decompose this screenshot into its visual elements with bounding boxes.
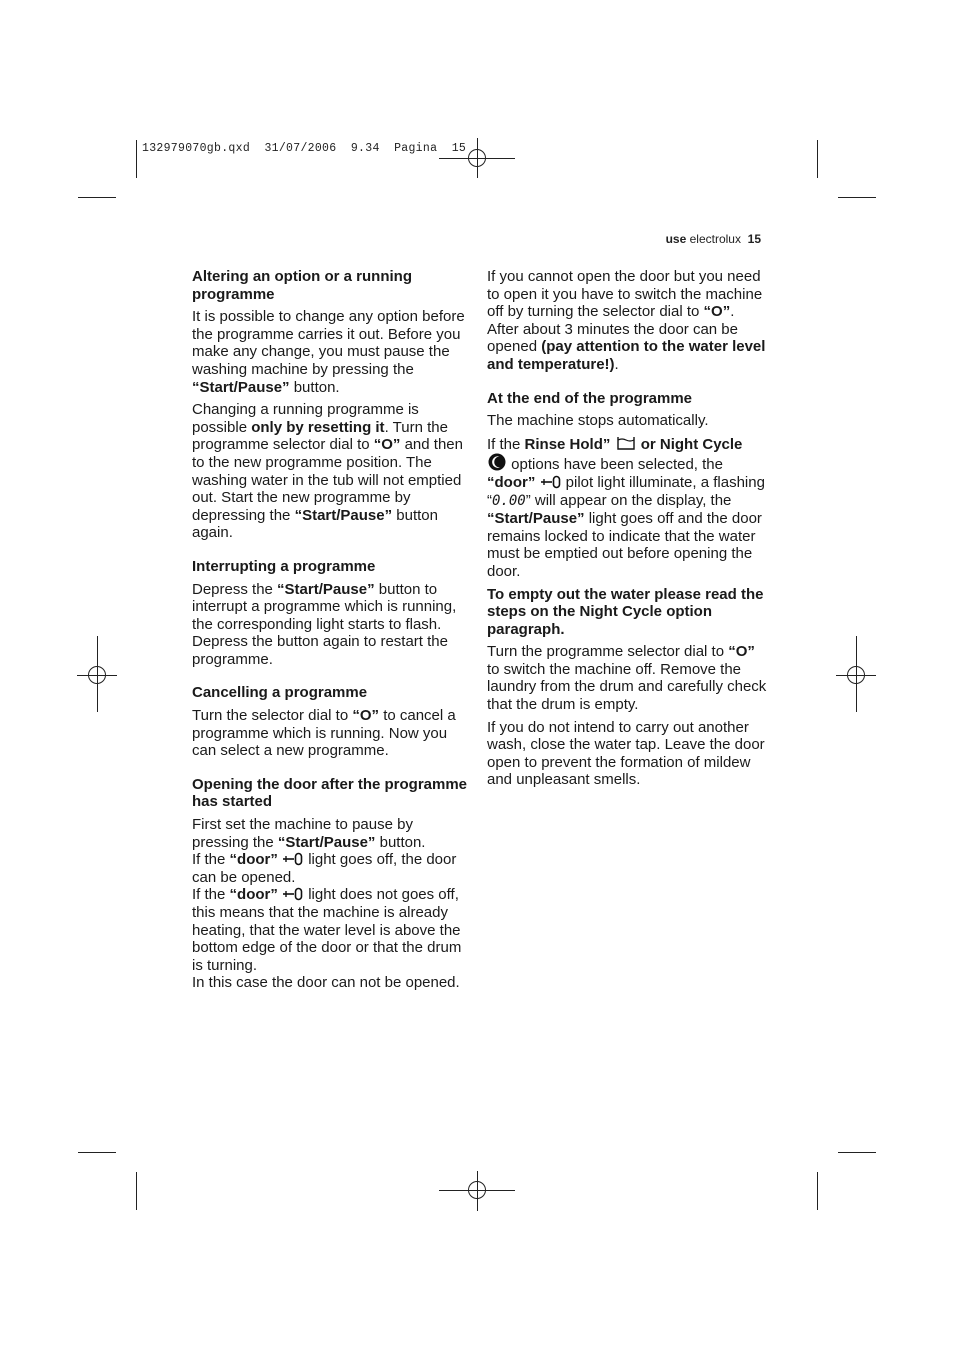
door-lock-icon (282, 887, 304, 901)
slug-page-word: Pagina (394, 142, 438, 155)
slug-date: 31/07/2006 (264, 142, 337, 155)
heading-altering: Altering an option or a running programme (192, 268, 412, 303)
heading-interrupting: Interrupting a programme (192, 557, 376, 575)
paragraph-empty-water: To empty out the water please read the steps on the Night Cycle option paragraph. (487, 585, 764, 638)
crop-mark (838, 197, 876, 198)
left-column (192, 268, 470, 997)
paragraph-rinse-hold: If the Rinse Hold” or Night Cycle options have been selected, the “door” pilot light illuminate, a flashing “0.00” will appear on the display, the “Start/Pause” light goes off and the door remains locked to indicate that the water must be emptied out before opening the door. (487, 435, 765, 580)
print-slug (142, 142, 466, 155)
door-lock-icon (282, 852, 304, 866)
crop-mark (817, 140, 818, 178)
crop-mark (78, 197, 116, 198)
paragraph-altering-1: It is possible to change any option before the programme carries it out. Before you make any change, you must pause the washing machine by pressing the “Start/Pause” button. (192, 308, 465, 396)
slug-file: 132979070gb.qxd (142, 142, 251, 155)
crop-mark (136, 140, 137, 178)
header-page-number: 15 (747, 232, 761, 246)
paragraph-close-tap: If you do not intend to carry out another wash, close the water tap. Leave the door open to prevent the formation of mildew and unpleasant smells. (487, 718, 765, 789)
slug-time: 9.34 (350, 142, 380, 155)
door-lock-icon (540, 475, 562, 489)
crop-mark (838, 1152, 876, 1153)
rinse-hold-icon (615, 435, 637, 451)
crop-mark (78, 1152, 116, 1153)
crop-mark (136, 1172, 137, 1210)
paragraph-stops: The machine stops automatically. (487, 412, 709, 430)
paragraph-switch-off: Turn the programme selector dial to “O” to switch the machine off. Remove the laundry from the drum and carefully check that the drum is empty. (487, 643, 767, 714)
heading-cancelling: Cancelling a programme (192, 684, 368, 702)
right-column (487, 268, 767, 794)
display-digits: 0.00 (492, 492, 526, 509)
header-brand: electrolux (689, 232, 741, 246)
paragraph-cancelling: Turn the selector dial to “O” to cancel a programme which is running. Now you can select a new programme. (192, 707, 456, 760)
slug-page-no: 15 (451, 142, 467, 155)
paragraph-opening-door: First set the machine to pause by pressing the “Start/Pause” button. If the “door” light goes off, the door can be opened. If the “door” light does not goes off, this means that the machine is already heating, that the water level is above the bottom edge of the door or that the drum is turning. In this case the door can not be opened. (192, 816, 462, 992)
night-cycle-icon (487, 453, 507, 471)
paragraph-altering-2: Changing a running programme is possible only by resetting it. Turn the programme selector dial to “O” and then to the new programme position. The washing water in the tub will not emptied out. Start the new programme by depressing the “Start/Pause” button again. (192, 401, 463, 542)
paragraph-interrupting: Depress the “Start/Pause” button to interrupt a programme which is running, the corresponding light starts to flash. Depress the button again to restart the programme. (192, 580, 457, 668)
heading-opening-door: Opening the door after the programme has started (192, 775, 468, 811)
paragraph-door-off: If you cannot open the door but you need to open it you have to switch the machine off by turning the selector dial to “O”. After about 3 minutes the door can be opened (pay attention to the water level and temperature!). (487, 268, 766, 373)
header-section: use (665, 232, 687, 246)
running-header (666, 232, 761, 246)
heading-end-of-programme: At the end of the programme (487, 389, 693, 407)
crop-mark (817, 1172, 818, 1210)
